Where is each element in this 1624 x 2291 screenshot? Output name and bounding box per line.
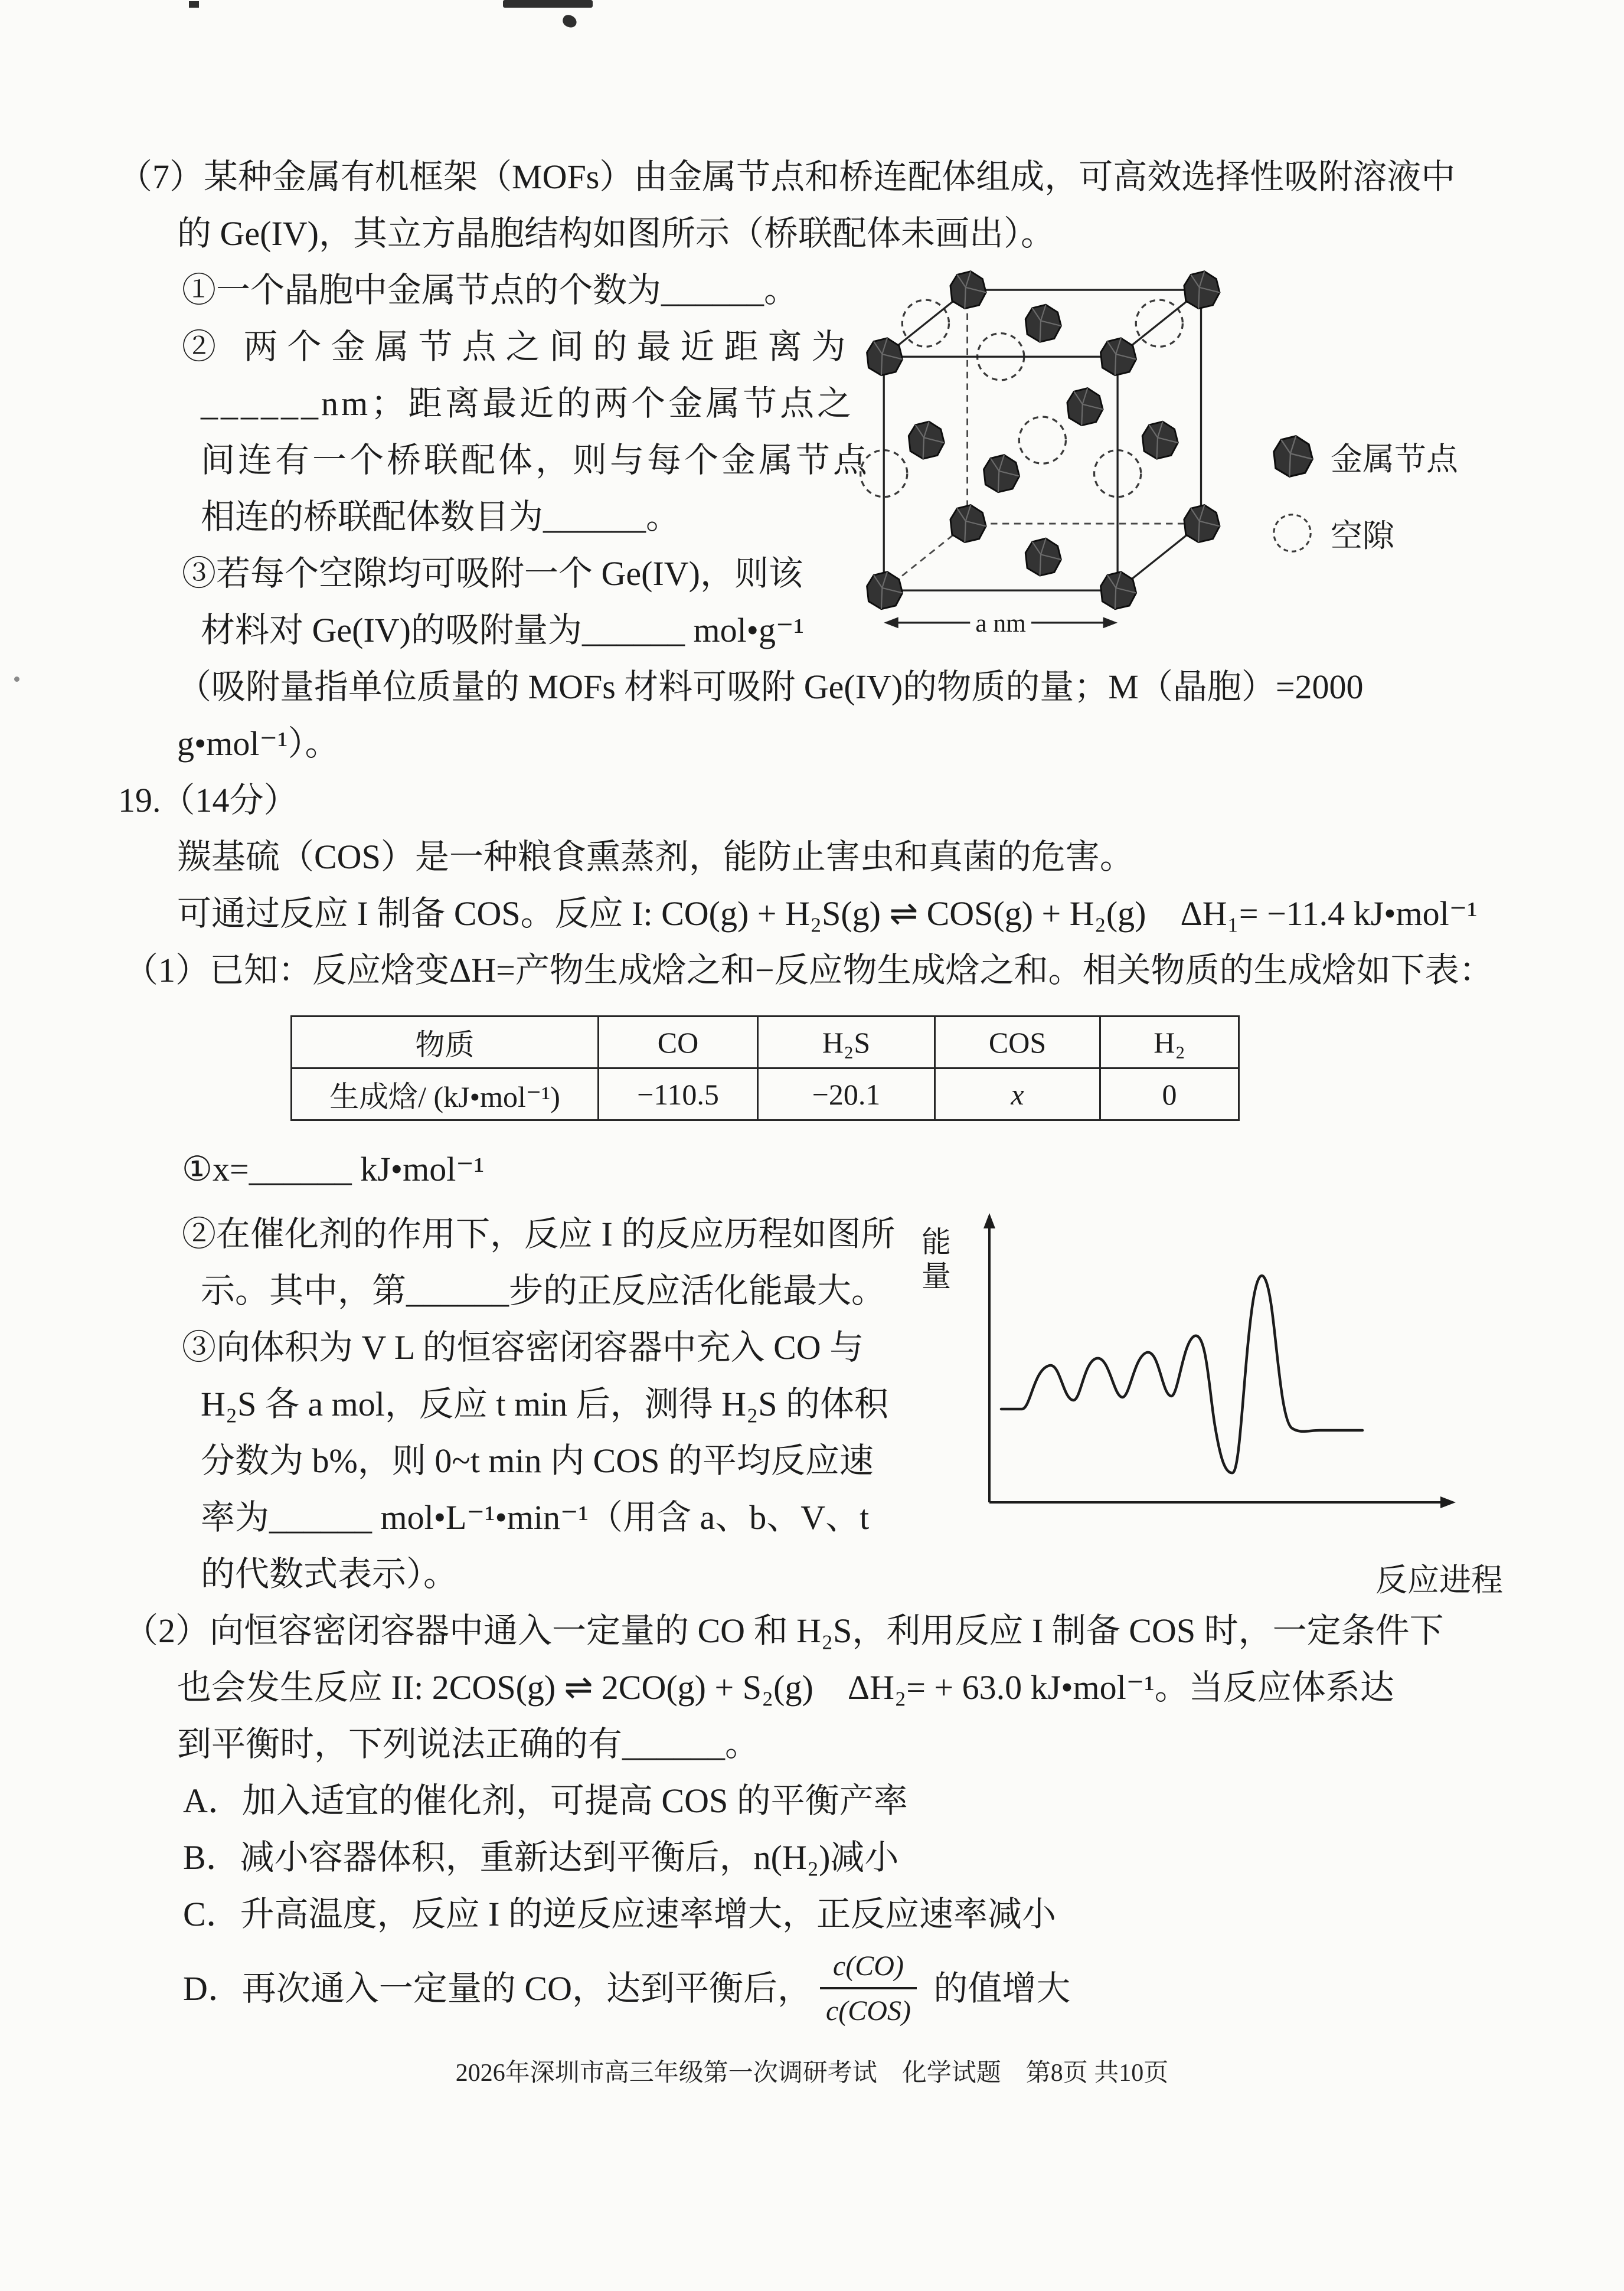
option-a: A．加入适宜的催化剂，可提高 COS 的平衡产率: [183, 1782, 908, 1820]
subitem-2: ② 两个金属节点之间的最近距离为: [182, 328, 855, 366]
option-d-text: 的值增大: [924, 1969, 1071, 2008]
option-c: C．升高温度，反应 I 的逆反应速率增大，正反应速率减小: [183, 1895, 1057, 1933]
void-icon: [1269, 510, 1315, 556]
metal-node-icon: [950, 272, 986, 309]
figure-legend: [1269, 433, 1458, 587]
option-b: B．减小容器体积，重新达到平衡后，n(H₂)减小: [183, 1838, 899, 1877]
question-7: [118, 149, 1517, 772]
legend-row-metal-node: [1269, 433, 1458, 479]
question-7-line: 的 Ge(IV)，其立方晶胞结构如图所示（桥联配体未画出）。: [177, 214, 1055, 253]
reaction-profile-plot: [942, 1195, 1473, 1526]
y-axis-arrow: [983, 1213, 995, 1228]
question-19: [118, 772, 1517, 2035]
part1-item-3-cont: 分数为 b%，则 0~t min 内 COS 的平均反应速: [201, 1442, 874, 1480]
part2-line: 到平衡时，下列说法正确的有______。: [177, 1725, 760, 1763]
question-7-line: （7）某种金属有机框架（MOFs）由金属节点和桥连配体组成，可高效选择性吸附溶液中: [118, 158, 1456, 196]
table-row: [292, 1068, 1239, 1120]
metal-node-icon: [1269, 433, 1315, 479]
reaction-1-equation: 可通过反应 I 制备 COS。反应 I: CO(g) + H₂S(g) ⇌ COS(g) + H₂(g) ΔH₁= −11.4 kJ•mol⁻¹: [177, 894, 1478, 933]
crystal-structure-figure: [856, 262, 1517, 658]
metal-node-icon: [1184, 272, 1220, 309]
question-19-intro: 羰基硫（COS）是一种粮食熏蒸剂，能防止害虫和真菌的危害。: [177, 838, 1134, 876]
subitem-1: ①一个晶胞中金属节点的个数为______。: [182, 271, 799, 309]
scan-artifact: [561, 14, 578, 29]
legend-label-metal-node: 金属节点: [1331, 441, 1458, 477]
part2-line: 也会发生反应 II: 2COS(g) ⇌ 2CO(g) + S₂(g) ΔH₂= + 63.0 kJ•mol⁻¹。当反应体系达: [177, 1668, 1394, 1707]
void-sites: [861, 300, 1183, 497]
table-header-row: [292, 1017, 1239, 1068]
scan-artifact: [503, 0, 593, 8]
metal-node-icon: [1142, 421, 1178, 459]
x-axis-label: 反应进程: [1375, 1563, 1503, 1598]
question-7-body: [118, 262, 1517, 659]
question-7-subitems: [182, 262, 896, 659]
part1-item-3-cont: H₂S 各 a mol，反应 t min 后，测得 H₂S 的体积: [201, 1385, 889, 1423]
fraction-denominator: c(COS): [820, 1987, 917, 2029]
part1-item-2: ②在催化剂的作用下，反应 I 的反应历程如图所: [182, 1215, 896, 1253]
chart-axes: [989, 1224, 1445, 1502]
option-d-text: D．再次通入一定量的 CO，达到平衡后，: [183, 1969, 812, 2008]
x-axis-arrow: [1440, 1496, 1456, 1508]
metal-node-icon: [1100, 572, 1136, 609]
page-content: [118, 149, 1517, 2035]
table-cell: 0: [1100, 1068, 1239, 1120]
metal-node-icon: [1100, 338, 1136, 375]
question-7-note: （吸附量指单位质量的 MOFs 材料可吸附 Ge(IV)的物质的量；M（晶胞）=2000 g•mol⁻¹）。: [177, 668, 1373, 763]
part2-line: （2）向恒容密闭容器中通入一定量的 CO 和 H₂S，利用反应 I 制备 COS 时，一定条件下: [124, 1612, 1444, 1650]
table-header: H₂: [1100, 1017, 1239, 1068]
subitem-2-cont: ______nm；距离最近的两个金属节点之: [201, 384, 855, 423]
energy-curve: [1001, 1276, 1362, 1473]
y-axis-label: 能量: [917, 1226, 950, 1295]
unit-cell-diagram: [856, 262, 1246, 640]
subitem-2-cont: 相连的桥联配体数目为______。: [201, 498, 681, 536]
metal-node-icon: [984, 455, 1020, 492]
enthalpy-table: [290, 1015, 1240, 1121]
metal-node-icon: [867, 572, 903, 609]
table-row-label: 生成焓/ (kJ•mol⁻¹): [292, 1068, 599, 1120]
part1-item-1: ①x=______ kJ•mol⁻¹: [182, 1150, 485, 1188]
subitem-2-cont: 间连有一个桥联配体，则与每个金属节点: [201, 441, 871, 479]
concentration-fraction: [820, 1948, 917, 2030]
table-header: 物质: [292, 1017, 599, 1068]
scan-artifact: [189, 1, 199, 8]
question-19-heading: 19.（14分）: [118, 781, 298, 819]
part1-item-3-cont: 的代数式表示）。: [201, 1555, 458, 1593]
metal-node-icon: [1067, 388, 1103, 426]
metal-node-icon: [1184, 505, 1220, 542]
metal-node-icon: [909, 421, 944, 459]
page-footer: 2026年深圳市高三年级第一次调研考试 化学试题 第8页 共10页: [455, 2060, 1169, 2087]
part1-item-2-cont: 示。其中，第______步的正反应活化能最大。: [201, 1272, 886, 1310]
metal-node-icon: [867, 338, 903, 375]
legend-row-void: [1269, 510, 1458, 556]
legend-label-void: 空隙: [1331, 518, 1394, 554]
table-header: CO: [599, 1017, 758, 1068]
option-d: [183, 1943, 1517, 2035]
energy-diagram: [909, 1195, 1517, 1603]
table-cell: −110.5: [599, 1068, 758, 1120]
fraction-numerator: c(CO): [832, 1950, 904, 1982]
table-header: H₂S: [758, 1017, 935, 1068]
part1-intro: （1）已知：反应焓变ΔH=产物生成焓之和−反应物生成焓之和。相关物质的生成焓如下表：: [124, 951, 1494, 989]
scan-artifact: [14, 676, 19, 682]
subitem-3-cont: 材料对 Ge(IV)的吸附量为______ mol•g⁻¹: [201, 611, 804, 649]
part1-body: [118, 1206, 1517, 1603]
part1-item-3-cont: 率为______ mol•L⁻¹•min⁻¹（用含 a、b、V、t: [201, 1498, 870, 1537]
part1-item-3: ③向体积为 V L 的恒容密闭容器中充入 CO 与: [182, 1328, 864, 1367]
metal-node-icon: [950, 505, 986, 542]
void-icon: [1019, 417, 1066, 463]
subitem-3: ③若每个空隙均可吸附一个 Ge(IV)，则该: [182, 554, 803, 593]
table-header: COS: [935, 1017, 1100, 1068]
metal-node-icon: [1025, 305, 1061, 342]
table-cell: −20.1: [758, 1068, 935, 1120]
metal-node-icon: [1025, 538, 1061, 576]
dimension-label: a nm: [975, 609, 1026, 638]
metal-nodes: [867, 272, 1220, 609]
part1-subitems: [182, 1206, 961, 1603]
table-cell: x: [935, 1068, 1100, 1120]
